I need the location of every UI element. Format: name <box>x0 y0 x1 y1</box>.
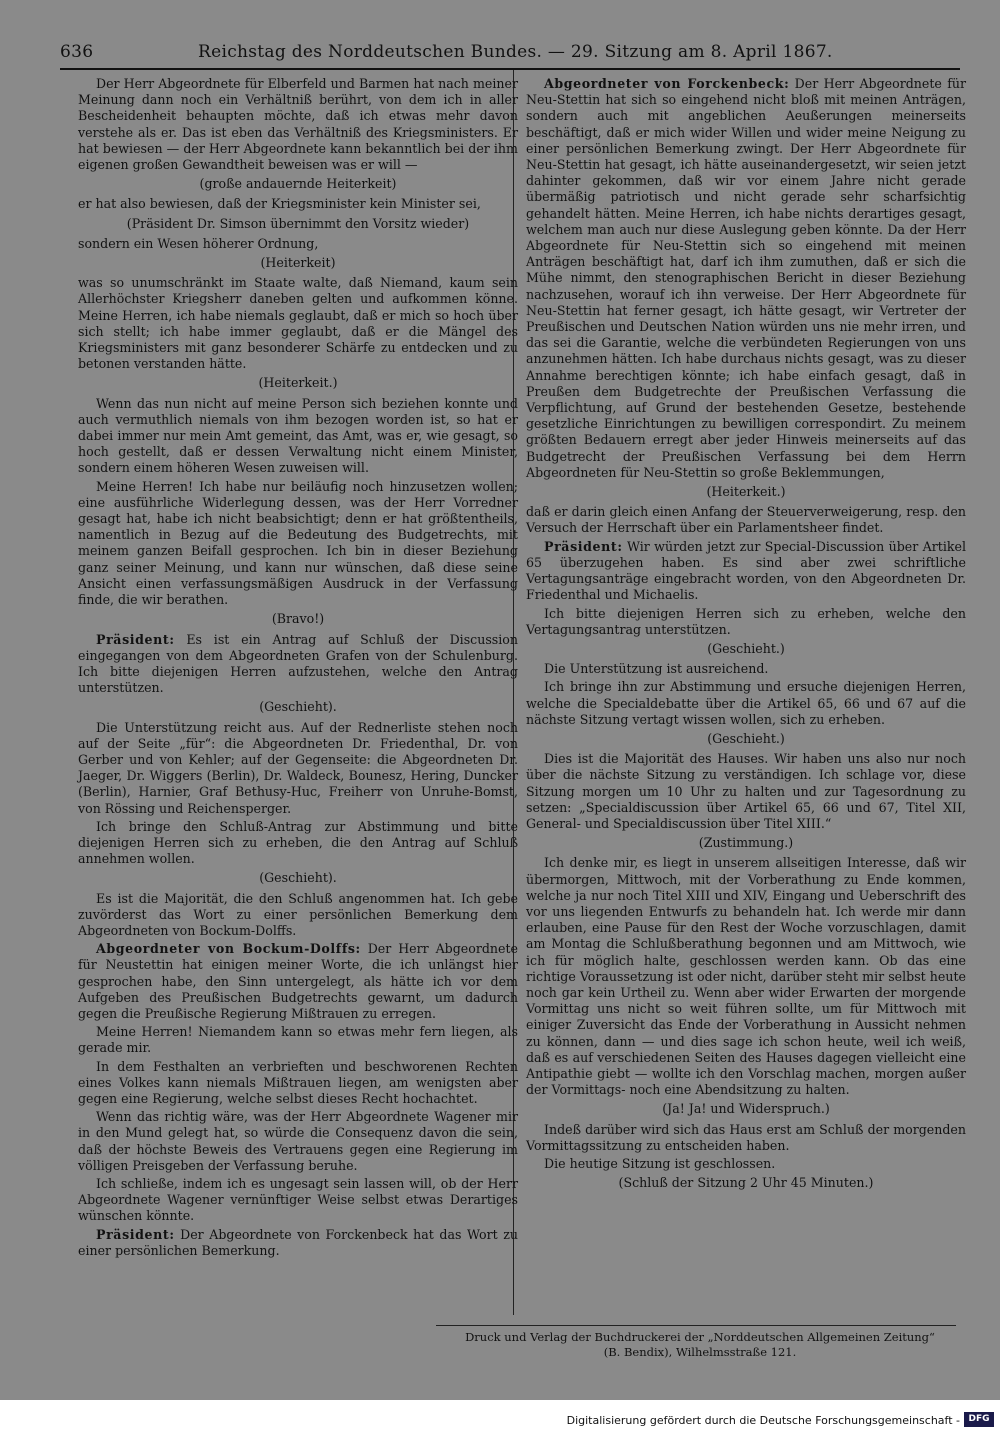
paragraph-text: Wir würden jetzt zur Special-Discussion über Artikel 65 überzugehen haben. Es sind aber zwei schriftliche Vertagungsanträge eingebracht worden, von den Abgeordneten Dr. Friedenthal und Michaelis. <box>526 538 966 603</box>
dfg-logo: DFG <box>964 1412 994 1427</box>
paragraph-text: Meine Herren! Ich habe nur beiläufig noch hinzusetzen wollen; eine ausführliche Widerlegung dessen, was der Herr Vorredner gesagt hat, habe ich nicht beabsichtigt; denn er hat größtentheils, namentlich in Bezug auf die Bedeutung des Budgetrechts, mit meinem ganzen Beifall gesprochen. Ich bin in dieser Beziehung ganz seiner Meinung, und kann nur wünschen, daß diese seine Ansicht einen verfassungsmäßigen Ausdruck in der Verfassung finde, die wir berathen. <box>78 478 518 608</box>
paragraph-text: Der Herr Abgeordnete für Neustettin hat einigen meiner Worte, die ich unlängst hier gesprochen habe, den Sinn untergelegt, als hätte ich vor dem Aufgeben des Preußischen Budgetrechts gewarnt, um dadurch gegen die Preußische Regierung Mißtrauen zu erregen. <box>78 941 518 1021</box>
paragraph <box>78 1176 518 1225</box>
paragraph-text: Ich schließe, indem ich es ungesagt sein lassen will, ob der Herr Abgeordnete Wagener vernünftiger Weise selbst etwas Derartiges wünschen könnte. <box>78 1176 518 1224</box>
paragraph-text: Es ist ein Antrag auf Schluß der Discussion eingegangen von dem Abgeordneten Grafen von der Schulenburg. Ich bitte diejenigen Herren aufzustehen, welche den Antrag unterstützen. <box>78 631 518 696</box>
digitization-footer <box>0 1408 1000 1432</box>
paragraph <box>78 941 518 1022</box>
imprint-line: (B. Bendix), Wilhelmsstraße 121. <box>603 1345 797 1359</box>
imprint <box>440 1330 960 1360</box>
paragraph-text: Es ist die Majorität, die den Schluß angenommen hat. Ich gebe zuvörderst das Wort zu einer persönlichen Bemerkung dem Abgeordneten von Bockum-Dolffs. <box>78 890 518 938</box>
stage-direction <box>78 611 518 627</box>
stage-direction <box>526 484 966 500</box>
stage-direction <box>526 731 966 747</box>
paragraph <box>78 479 518 609</box>
paragraph-text: Indeß darüber wird sich das Haus erst am Schluß der morgenden Vormittagssitzung zu entscheiden haben. <box>526 1121 966 1153</box>
stage-direction <box>78 375 518 391</box>
paragraph-text: Ich bringe ihn zur Abstimmung und ersuche diejenigen Herren, welche die Specialdebatte über die Artikel 65, 66 und 67 auf die nächste Sitzung vertagt wissen wollen, sich zu erheben. <box>526 679 966 727</box>
paragraph-text: Ich bringe den Schluß-Antrag zur Abstimmung und bitte diejenigen Herren sich zu erheben, die den Antrag auf Schluß annehmen wollen. <box>78 818 518 867</box>
paragraph-text: daß er darin gleich einen Anfang der Steuerverweigerung, resp. den Versuch der Herrschaft über ein Parlamentsheer findet. <box>526 504 966 536</box>
paragraph-text: (Geschieht). <box>259 870 337 886</box>
running-title: Reichstag des Norddeutschen Bundes. — 29. Sitzung am 8. April 1867. <box>198 42 833 62</box>
paragraph-text: Die Unterstützung reicht aus. Auf der Rednerliste stehen noch auf der Seite „für“: die Abgeordneten Dr. Friedenthal, Dr. von Gerber und von Kehler; auf der Gegenseite: die Abgeordneten Dr. Jaeger, Dr. Wiggers (Berlin), Dr. Waldeck, Bounesz, Hering, Duncker (Berlin), Harnier, Graf Bethusy-Huc, Freiherr von Unruhe-Bomst, von Rössing und Reichensperger. <box>78 719 518 816</box>
paragraph <box>78 819 518 868</box>
stage-direction <box>78 216 518 232</box>
paragraph-text: Der Herr Abgeordnete für Neu-Stettin hat sich so eingehend nicht bloß mit meinen Anträgen, sondern auch mit angeblichen Aeußerungen meinerseits beschäftigt, daß er mich wider Willen und wider meine Neigung zu einer persönlichen Bemerkung zwingt. Der Herr Abgeordnete für Neu-Stettin hat gesagt, ich hätte auseinandergesetzt, wir seien jetzt dahinter gekommen, daß wir vor einem Jahre nicht gerade übermäßig patriotisch und nicht gerade sehr scharfsichtig gehandelt hätten. Meine Herren, ich habe nichts derartiges gesagt, welchem man auch nur diese Auslegung geben könnte. Da der Herr Abgeordnete für Neu-Stettin sich so eingehend mit meinen Anträgen beschäftigt hat, darf ich ihm zumuthen, daß er sich die Mühe nimmt, den stenographischen Bericht in dieser Beziehung nachzusehen, worauf ich ihn verweise. Der Herr Abgeordnete für Neu-Stettin hat ferner gesagt, ich hätte gesagt, wir Vertreter der Preußischen und Deutschen Nation würden uns nie mehr irren, und das sei die Garantie, welche die verbündeten Regierungen von uns anzunehmen hätten. Ich habe durchaus nichts gesagt, was zu dieser Annahme berechtigen könnte; ich habe einfach gesagt, daß in Preußen dem Budgetrechte der Preußischen Verfassung die Verpflichtung, auf Grund der bestehenden Gesetze, bestehende gesetzliche Einrichtungen zu bewilligen correspondirt. Zu meinem größten Bedauern erregt aber jeder Hinweis meinerseits auf das Budgetrecht der Preußischen Verfassung bei dem Herrn Abgeordneten für Neu-Stettin so große Beklemmungen, <box>526 76 966 480</box>
paragraph-text: (Heiterkeit) <box>260 255 336 271</box>
paragraph <box>78 1024 518 1056</box>
speaker-label: Abgeordneter von Bockum-Dolffs: <box>96 941 361 957</box>
paragraph <box>526 76 966 481</box>
stage-direction <box>78 255 518 271</box>
paragraph <box>78 1227 518 1259</box>
paragraph <box>78 632 518 697</box>
stage-direction <box>78 699 518 715</box>
paragraph <box>526 1122 966 1154</box>
header-rule <box>60 68 960 70</box>
paragraph <box>526 661 966 677</box>
paragraph-text: Wenn das nun nicht auf meine Person sich beziehen konnte und auch vermuthlich niemals von ihm bezogen worden ist, so hat er dabei immer nur mein Amt gemeint, das Amt, was er, wie gesagt, so hoch gestellt, daß er dessen Verwaltung nicht einem Minister, sondern einem höheren Wesen zuweisen will. <box>78 395 518 476</box>
right-column <box>526 76 966 1195</box>
paragraph-text: Der Abgeordnete von Forckenbeck hat das Wort zu einer persönlichen Bemerkung. <box>78 1226 518 1258</box>
paragraph <box>526 679 966 728</box>
paragraph-text: (Ja! Ja! und Widerspruch.) <box>662 1101 830 1117</box>
paragraph <box>526 539 966 604</box>
paragraph-text: (große andauernde Heiterkeit) <box>199 176 397 192</box>
speaker-label: Präsident: <box>96 1226 175 1242</box>
paragraph-text: Wenn das richtig wäre, was der Herr Abgeordnete Wagener mir in den Mund gelegt hat, so würde die Consequenz davon die sein, daß der höchste Beweis des Vertrauens gegen eine Regierung im völligen Preisgeben der Verfassung beruhe. <box>78 1109 518 1173</box>
stage-direction <box>526 1175 966 1191</box>
paragraph-text: er hat also bewiesen, daß der Kriegsminister kein Minister sei, <box>78 196 481 212</box>
left-column <box>78 76 518 1261</box>
paragraph <box>78 396 518 477</box>
paragraph-text: (Geschieht.) <box>707 640 785 656</box>
paragraph-text: (Heiterkeit.) <box>258 375 338 391</box>
speaker-label: Abgeordneter von Forckenbeck: <box>544 76 790 91</box>
paragraph-text: Meine Herren! Niemandem kann so etwas mehr fern liegen, als gerade mir. <box>78 1024 518 1056</box>
page-number: 636 <box>60 42 94 62</box>
paragraph-text: (Präsident Dr. Simson übernimmt den Vorsitz wieder) <box>126 215 470 231</box>
paragraph <box>78 76 518 173</box>
imprint-rule <box>436 1325 956 1326</box>
paragraph <box>526 606 966 638</box>
paragraph-text: sondern ein Wesen höherer Ordnung, <box>78 235 319 251</box>
paragraph-text: Ich denke mir, es liegt in unserem allseitigen Interesse, daß wir übermorgen, Mittwoch, mit der Vorberathung zu Ende kommen, welche ja nur noch Titel XIII und XIV, Eingang und Ueberschrift des vor uns liegenden Entwurfs zu behandeln hat. Ich werde mir dann erlauben, eine Pause für den Rest der Woche vorzuschlagen, damit am Montag die Schlußberathung begonnen und am Mittwoch, wie ich für möglich halte, geschlossen werden kann. Ob das eine richtige Voraussetzung ist oder nicht, darüber steht mir selbst heute noch gar kein Urtheil zu. Wenn aber wider Erwarten der morgende Vormittag uns nicht so weit führen sollte, um für Mittwoch mit einiger Zuversicht das Ende der Vorberathung in Aussicht nehmen zu können, dann — und dies sage ich schon heute, weil ich weiß, daß es auf verschiedenen Seiten des Hauses dagegen vielleicht eine Antipathie giebt — wollte ich den Vorschlag machen, morgen außer der Vormittags- noch eine Abendsitzung zu halten. <box>526 855 966 1098</box>
speaker-label: Präsident: <box>96 631 175 647</box>
stage-direction <box>526 835 966 851</box>
paragraph-text: (Bravo!) <box>271 611 325 627</box>
paragraph-text: was so unumschränkt im Staate walte, daß Niemand, kaum sein Allerhöchster Kriegsherr daneben gelten und aufkommen könne. Meine Herren, ich habe niemals geglaubt, daß er mich so hoch über sich stellt; ich habe immer geglaubt, daß er die Mängel des Kriegsministers mit ganz besonderer Schärfe zu entdecken und zu betonen verstanden hätte. <box>78 275 518 372</box>
paragraph-text: Der Herr Abgeordnete für Elberfeld und Barmen hat nach meiner Meinung dann noch ein Verhältniß berührt, von dem ich in aller Bescheidenheit behaupten möchte, daß ich etwas mehr davon verstehe als er. Das ist eben das Verhältniß des Kriegsministers. Er hat bewiesen — der Herr Abgeordnete kann bekanntlich bei der ihm eigenen großen Gewandtheit beweisen was er will — <box>78 76 518 173</box>
stage-direction <box>526 641 966 657</box>
paragraph-text: (Schluß der Sitzung 2 Uhr 45 Minuten.) <box>618 1175 874 1191</box>
paragraph <box>526 1156 966 1172</box>
paragraph <box>78 275 518 372</box>
paragraph-text: Die heutige Sitzung ist geschlossen. <box>544 1156 776 1171</box>
page-header <box>60 42 960 68</box>
paragraph-text: (Geschieht.) <box>707 730 785 746</box>
paragraph <box>526 504 966 536</box>
funding-credit: Digitalisierung gefördert durch die Deutsche Forschungsgemeinschaft - <box>566 1414 960 1427</box>
paragraph-text: Die Unterstützung ist ausreichend. <box>544 661 769 677</box>
paragraph-text: In dem Festhalten an verbrieften und beschworenen Rechten eines Volkes kann niemals Mißtrauen liegen, am wenigsten aber gegen eine Regierung, welche selbst dieses Recht hochachtet. <box>78 1058 518 1106</box>
paragraph-text: Ich bitte diejenigen Herren sich zu erheben, welche den Vertagungsantrag unterstützen. <box>526 605 966 637</box>
paragraph <box>78 891 518 940</box>
stage-direction <box>78 870 518 886</box>
paragraph <box>78 1059 518 1108</box>
stage-direction <box>526 1101 966 1117</box>
paragraph-text: (Zustimmung.) <box>698 835 794 851</box>
speaker-label: Präsident: <box>544 538 623 554</box>
paragraph <box>78 1109 518 1174</box>
paragraph <box>526 855 966 1098</box>
paragraph-text: (Geschieht). <box>259 699 337 715</box>
paragraph <box>78 720 518 817</box>
paragraph-text: Dies ist die Majorität des Hauses. Wir haben uns also nur noch über die nächste Sitzung zu verständigen. Ich schlage vor, diese Sitzung morgen um 10 Uhr zu halten und zur Tagesordnung zu setzen: „Specialdiscussion über Artikel 65, 66 und 67, Titel XII, General- und Specialdiscussion über Titel XIII.“ <box>526 751 966 831</box>
paragraph <box>526 751 966 832</box>
stage-direction <box>78 176 518 192</box>
paragraph <box>78 236 518 252</box>
paragraph-text: (Heiterkeit.) <box>706 484 786 500</box>
imprint-line: Druck und Verlag der Buchdruckerei der „Norddeutschen Allgemeinen Zeitung“ <box>465 1330 935 1344</box>
paragraph <box>78 196 518 212</box>
